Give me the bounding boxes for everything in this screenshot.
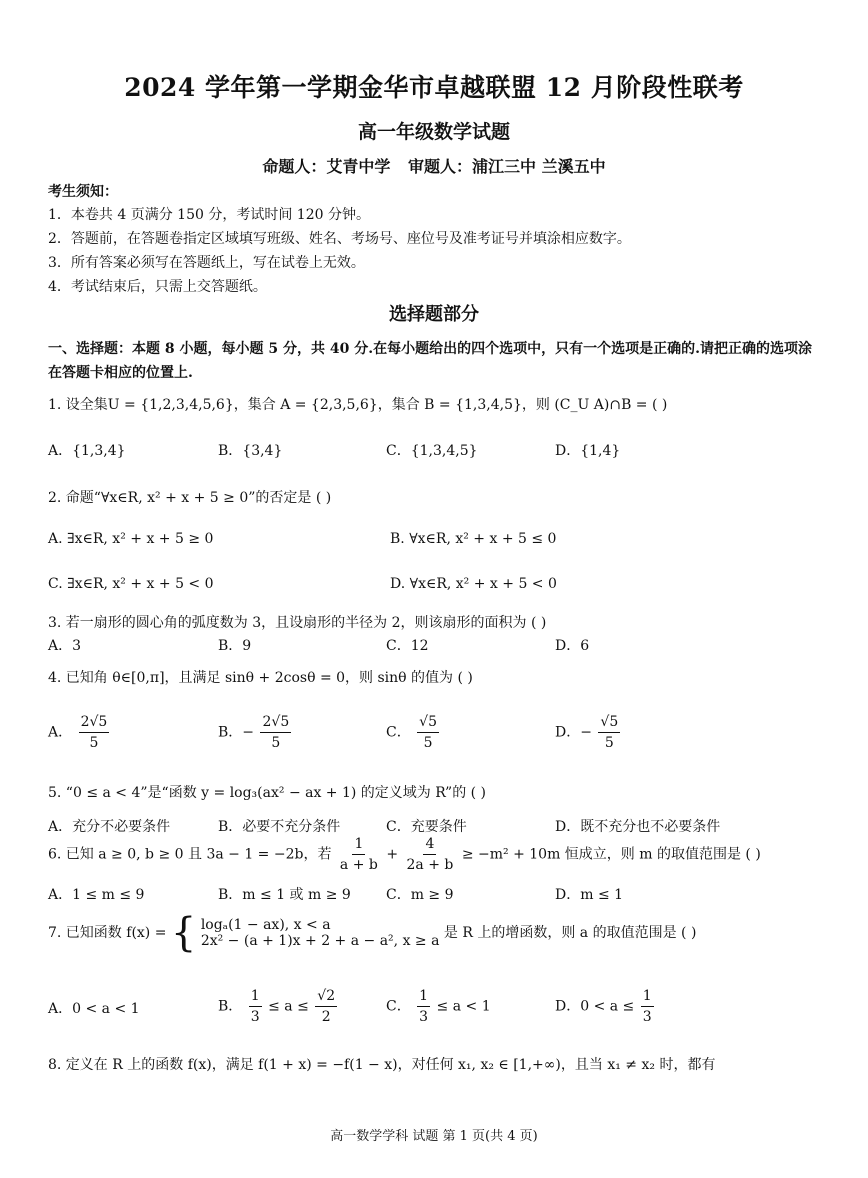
question-4-option-d — [555, 712, 622, 753]
fraction — [260, 712, 291, 753]
fraction — [249, 986, 262, 1027]
author-label: 命题人：艾青中学 — [262, 157, 391, 176]
question-2-option-b: B. ∀x∈R, x² + x + 5 ≤ 0 — [390, 531, 557, 547]
question-1-stem: 1. 设全集U = {1,2,3,4,5,6}，集合 A = {2,3,5,6}，集合 B = {1,3,4,5}，则 (C_U A)∩B = ( ) — [48, 397, 668, 413]
denominator: 5 — [423, 735, 433, 751]
fraction — [405, 834, 456, 875]
piecewise-cases — [201, 917, 440, 949]
question-1-option-a: A．{1,3,4} — [48, 443, 126, 459]
numerator: √5 — [598, 712, 620, 733]
stem-text: 7. 已知函数 f(x) = — [48, 925, 167, 941]
exam-title: 2024 学年第一学期金华市卓越联盟 12 月阶段性联考 — [124, 73, 744, 102]
question-3-option-a: A．3 — [48, 638, 82, 654]
question-6-option-b: B．m ≤ 1 或 m ≥ 9 — [218, 887, 351, 903]
question-2-option-d: D. ∀x∈R, x² + x + 5 < 0 — [390, 576, 557, 592]
stem-text: 6. 已知 a ≥ 0, b ≥ 0 且 3a − 1 = −2b，若 — [48, 846, 332, 863]
question-7-stem — [48, 910, 697, 956]
option-label: C． — [386, 724, 411, 741]
denominator: 3 — [642, 1009, 652, 1025]
question-6-option-a: A．1 ≤ m ≤ 9 — [48, 887, 145, 903]
numerator: 2√5 — [79, 712, 110, 733]
option-label: B． — [218, 998, 243, 1015]
question-2-stem: 2. 命题“∀x∈R, x² + x + 5 ≥ 0”的否定是 ( ) — [48, 490, 332, 506]
denominator: 3 — [250, 1009, 260, 1025]
question-2-option-a: A. ∃x∈R, x² + x + 5 ≥ 0 — [48, 531, 214, 547]
numerator: 4 — [423, 834, 436, 855]
option-label: B．− — [218, 724, 255, 741]
question-2-option-c: C. ∃x∈R, x² + x + 5 < 0 — [48, 576, 214, 592]
denominator: 5 — [604, 735, 614, 751]
fraction — [417, 986, 430, 1027]
section-intro: 一、选择题：本题 8 小题，每小题 5 分，共 40 分.在每小题给出的四个选项中，只有一个选项是正确的.请把正确的选项涂在答题卡相应的位置上. — [48, 341, 812, 381]
option-label: A． — [48, 724, 73, 741]
option-label: D．− — [555, 724, 592, 741]
question-3-stem: 3. 若一扇形的圆心角的弧度数为 3，且设扇形的半径为 2，则该扇形的面积为 ( ) — [48, 615, 547, 631]
question-7-option-d — [555, 986, 656, 1027]
numerator: 1 — [249, 986, 262, 1007]
case-2: 2x² − (a + 1)x + 2 + a − a², x ≥ a — [200, 933, 440, 949]
question-8-stem: 8. 定义在 R 上的函数 f(x)，满足 f(1 + x) = −f(1 − x)，对任何 x₁, x₂ ∈ [1,+∞)，且当 x₁ ≠ x₂ 时，都有 — [48, 1057, 716, 1073]
question-5-option-c: C．充要条件 — [386, 819, 467, 835]
numerator: 1 — [352, 834, 365, 855]
numerator: √5 — [417, 712, 439, 733]
denominator: 3 — [419, 1009, 429, 1025]
question-3-option-d: D．6 — [555, 638, 590, 654]
question-4-stem: 4. 已知角 θ∈[0,π]，且满足 sinθ + 2cosθ = 0，则 sinθ 的值为 ( ) — [48, 670, 473, 686]
question-3-option-b: B．9 — [218, 638, 252, 654]
section-title: 选择题部分 — [389, 304, 479, 325]
notice-item: 3．所有答案必须写在答题纸上，写在试卷上无效。 — [48, 255, 365, 271]
fraction — [598, 712, 620, 753]
notice-item: 1．本卷共 4 页满分 150 分，考试时间 120 分钟。 — [48, 207, 370, 223]
question-1-option-b: B．{3,4} — [218, 443, 283, 459]
numerator: 2√5 — [260, 712, 291, 733]
authors-line — [0, 154, 868, 177]
question-6-stem: 6. 已知 a ≥ 0, b ≥ 0 且 3a − 1 = −2b，若 $\frac{1}{a + b}$ + $\frac{4}{2a + b}$ ≥ −m² + 10m 恒成立，则 m 的取值范围是 ( ) — [48, 836, 761, 873]
question-5-option-d: D．既不充分也不必要条件 — [555, 819, 721, 835]
question-3-option-c: C．12 — [386, 638, 429, 654]
option-label: D．0 < a ≤ — [555, 998, 635, 1015]
page-footer: 高一数学学科 试题 第 1 页(共 4 页) — [330, 1129, 538, 1144]
numerator: 1 — [417, 986, 430, 1007]
stem-text: ≥ −m² + 10m 恒成立，则 m 的取值范围是 ( ) — [461, 846, 761, 863]
question-5-option-a: A．充分不必要条件 — [48, 819, 171, 835]
stem-text: 是 R 上的增函数，则 a 的取值范围是 ( ) — [443, 925, 697, 941]
question-6-option-d: D．m ≤ 1 — [555, 887, 624, 903]
numerator: 1 — [641, 986, 654, 1007]
question-4-option-c — [386, 712, 441, 753]
inequality: ≤ a ≤ — [268, 998, 309, 1015]
question-4-option-a — [48, 712, 111, 753]
question-4-option-b — [218, 712, 293, 753]
question-7-option-c — [386, 986, 491, 1027]
question-5-option-b: B．必要不充分条件 — [218, 819, 341, 835]
denominator: 5 — [89, 735, 99, 751]
fraction — [315, 986, 337, 1027]
denominator: a + b — [339, 857, 378, 873]
question-6-option-c: C．m ≥ 9 — [386, 887, 454, 903]
fraction — [417, 712, 439, 753]
question-7-option-a: A．0 < a < 1 — [48, 1001, 140, 1017]
notice-item: 2．答题前，在答题卷指定区域填写班级、姓名、考场号、座位号及准考证号并填涂相应数字。 — [48, 231, 631, 247]
question-7-option-b — [218, 986, 339, 1027]
question-1-option-d: D．{1,4} — [555, 443, 621, 459]
reviewer-label: 审题人：浦江三中 兰溪五中 — [408, 157, 606, 176]
notice-item: 4．考试结束后，只需上交答题纸。 — [48, 279, 267, 295]
option-label: C． — [386, 998, 411, 1015]
exam-subtitle: 高一年级数学试题 — [357, 121, 510, 143]
fraction — [338, 834, 380, 875]
question-1-option-c: C．{1,3,4,5} — [386, 443, 478, 459]
left-brace: { — [170, 910, 197, 956]
denominator: 5 — [271, 735, 281, 751]
notice-heading: 考生须知： — [48, 184, 118, 200]
fraction — [641, 986, 654, 1027]
denominator: 2a + b — [406, 857, 454, 873]
numerator: √2 — [315, 986, 337, 1007]
question-5-stem: 5. “0 ≤ a < 4”是“函数 y = log₃(ax² − ax + 1) 的定义域为 R”的 ( ) — [48, 785, 487, 801]
case-1: logₐ(1 − ax), x < a — [200, 917, 331, 933]
inequality: ≤ a < 1 — [436, 998, 491, 1015]
fraction — [79, 712, 110, 753]
denominator: 2 — [321, 1009, 331, 1025]
